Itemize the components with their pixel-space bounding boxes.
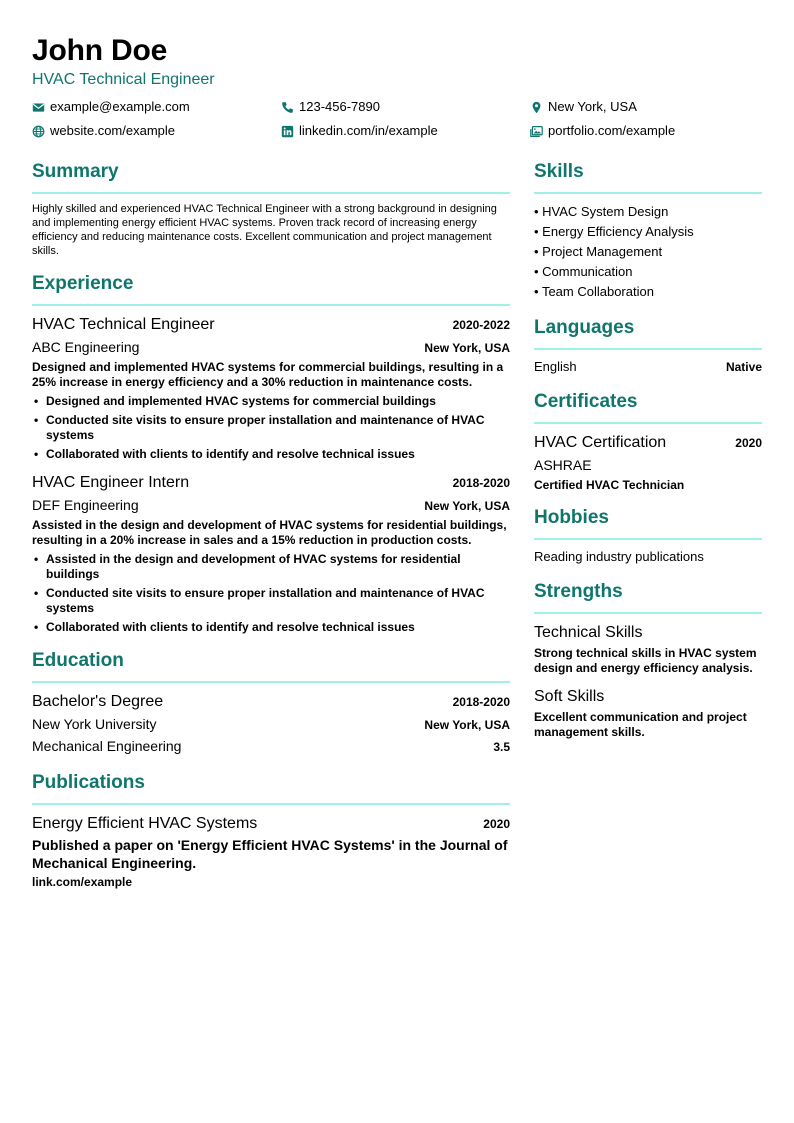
experience-heading: Experience	[32, 272, 510, 306]
candidate-role: HVAC Technical Engineer	[32, 71, 215, 88]
certificate-issuer: ASHRAE	[534, 457, 592, 473]
field-of-study: Mechanical Engineering	[32, 738, 182, 754]
side-column	[534, 160, 762, 903]
publication-date: 2020	[483, 817, 510, 831]
hobbies-section	[534, 506, 762, 566]
job-description: Assisted in the design and development of HVAC systems for residential buildings, resulting in a 20% increase in sales and a 15% reduction in production costs.	[32, 518, 507, 547]
education-date: 2018-2020	[452, 695, 510, 709]
experience-entry	[32, 314, 510, 462]
portfolio-icon	[530, 125, 543, 138]
education-heading: Education	[32, 649, 510, 683]
highlight-item: • Designed and implemented HVAC systems for commercial buildings	[32, 394, 510, 409]
strength-name: Technical Skills	[534, 624, 643, 641]
hobbies-heading: Hobbies	[534, 506, 762, 540]
contact-email-text: example@example.com	[50, 99, 190, 114]
skill-item: • Communication	[534, 262, 762, 282]
contact-linkedin-text: linkedin.com/in/example	[299, 123, 438, 138]
publications-heading: Publications	[32, 771, 510, 805]
skill-item: • HVAC System Design	[534, 202, 762, 222]
highlight-item: • Collaborated with clients to identify and resolve technical issues	[32, 620, 510, 635]
contact-portfolio[interactable]	[530, 122, 762, 140]
publication-name: Energy Efficient HVAC Systems	[32, 815, 258, 832]
contact-email[interactable]	[32, 98, 281, 116]
highlight-item: • Conducted site visits to ensure proper installation and maintenance of HVAC systems	[32, 586, 510, 616]
summary-text: Highly skilled and experienced HVAC Technical Engineer with a strong background in designing and implementing energy efficient HVAC systems. Proven track record of increasing energy efficiency and reducing maintenance costs. Excellent communication and project management skills.	[32, 203, 497, 257]
contact-portfolio-text: portfolio.com/example	[548, 123, 676, 138]
certificate-description: Certified HVAC Technician	[534, 478, 685, 492]
strengths-section	[534, 580, 762, 740]
linkedin-icon	[281, 125, 294, 138]
strengths-heading: Strengths	[534, 580, 762, 614]
certificates-heading: Certificates	[534, 390, 762, 424]
globe-icon	[32, 125, 45, 138]
experience-section	[32, 272, 510, 635]
skills-section	[534, 160, 762, 302]
contact-info	[32, 98, 762, 140]
strength-description: Excellent communication and project management skills.	[534, 710, 747, 739]
candidate-name: John Doe	[32, 34, 168, 67]
phone-icon	[281, 101, 294, 114]
contact-phone[interactable]	[281, 98, 530, 116]
summary-heading: Summary	[32, 160, 510, 194]
job-date: 2020-2022	[452, 318, 510, 332]
skills-list	[534, 202, 762, 302]
company-name: DEF Engineering	[32, 497, 139, 513]
certificate-name: HVAC Certification	[534, 434, 667, 451]
publication-link[interactable]: link.com/example	[32, 875, 133, 889]
main-column	[32, 160, 510, 903]
contact-phone-text: 123-456-7890	[299, 99, 380, 114]
certificates-section	[534, 390, 762, 492]
skill-item: • Energy Efficiency Analysis	[534, 222, 762, 242]
languages-heading: Languages	[534, 316, 762, 350]
languages-section	[534, 316, 762, 376]
highlight-item: • Conducted site visits to ensure proper installation and maintenance of HVAC systems	[32, 413, 510, 443]
hobby-item: Reading industry publications	[534, 549, 704, 564]
language-item	[534, 358, 762, 376]
location-icon	[530, 101, 543, 114]
language-name: English	[534, 359, 577, 374]
experience-entry	[32, 472, 510, 635]
skills-heading: Skills	[534, 160, 762, 194]
job-location: New York, USA	[424, 341, 510, 355]
contact-location-text: New York, USA	[548, 99, 637, 114]
school-location: New York, USA	[424, 718, 510, 732]
skill-item: • Project Management	[534, 242, 762, 262]
company-name: ABC Engineering	[32, 339, 140, 355]
job-title: HVAC Technical Engineer	[32, 316, 215, 333]
skill-item: • Team Collaboration	[534, 282, 762, 302]
publication-description: Published a paper on 'Energy Efficient HVAC Systems' in the Journal of Mechanical Engineering.	[32, 837, 508, 871]
email-icon	[32, 101, 45, 114]
strength-description: Strong technical skills in HVAC system design and energy efficiency analysis.	[534, 646, 757, 675]
job-highlights	[32, 552, 510, 635]
contact-website-text: website.com/example	[50, 123, 175, 138]
job-date: 2018-2020	[452, 476, 510, 490]
education-section	[32, 649, 510, 757]
contact-location	[530, 98, 762, 116]
summary-section	[32, 160, 510, 258]
language-level: Native	[725, 360, 762, 374]
resume-page	[32, 34, 762, 903]
job-highlights	[32, 394, 510, 462]
degree: Bachelor's Degree	[32, 693, 164, 710]
job-description: Designed and implemented HVAC systems for commercial buildings, resulting in a 25% increase in energy efficiency and a 30% reduction in maintenance costs.	[32, 360, 504, 389]
gpa-score: 3.5	[493, 740, 510, 754]
highlight-item: • Collaborated with clients to identify and resolve technical issues	[32, 447, 510, 462]
highlight-item: • Assisted in the design and development of HVAC systems for residential buildings	[32, 552, 510, 582]
strength-name: Soft Skills	[534, 688, 605, 705]
contact-website[interactable]	[32, 122, 281, 140]
job-title: HVAC Engineer Intern	[32, 474, 190, 491]
school-name: New York University	[32, 716, 157, 732]
certificate-date: 2020	[735, 436, 762, 450]
job-location: New York, USA	[424, 499, 510, 513]
contact-linkedin[interactable]	[281, 122, 530, 140]
publications-section	[32, 771, 510, 889]
